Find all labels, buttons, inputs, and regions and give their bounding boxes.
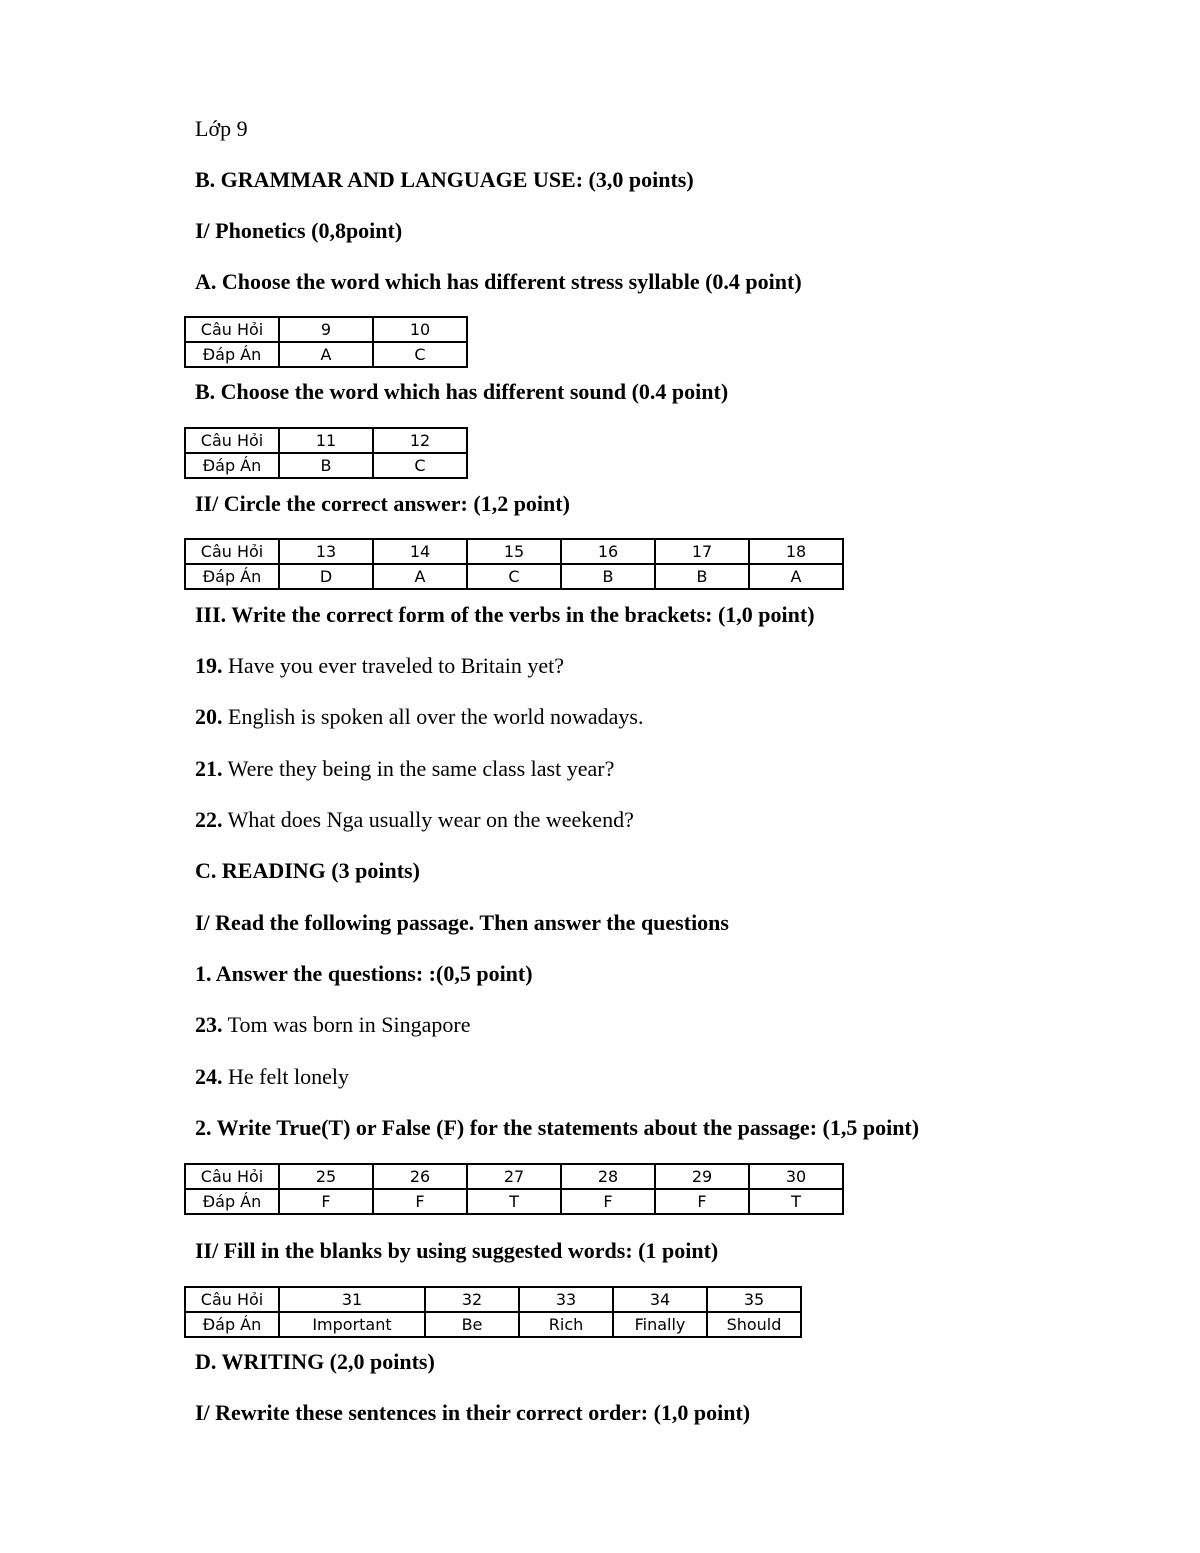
answer-cell: Be (425, 1312, 519, 1337)
table-row (185, 342, 467, 367)
question-number: 29 (655, 1164, 749, 1189)
question-number: 26 (373, 1164, 467, 1189)
question-number: 16 (561, 539, 655, 564)
item-text: He felt lonely (222, 1064, 349, 1089)
item-number: 19. (195, 653, 223, 678)
question-number: 12 (373, 428, 467, 453)
list-item (195, 756, 614, 782)
item-number: 22. (195, 807, 223, 832)
answer-cell: T (749, 1189, 843, 1214)
phonetics-title: I/ Phonetics (0,8point) (195, 218, 403, 243)
reading-part1-title: I/ Read the following passage. Then answer the questions (195, 910, 729, 935)
answer-cell: B (561, 564, 655, 589)
sound-answer-table (184, 427, 468, 479)
fill-blanks-title: II/ Fill in the blanks by using suggested words: (1 point) (195, 1238, 719, 1263)
circle-title: II/ Circle the correct answer: (1,2 point) (195, 491, 570, 516)
section-d-title: D. WRITING (2,0 points) (195, 1349, 435, 1374)
answer-cell: Should (707, 1312, 801, 1337)
answer-cell: F (279, 1189, 373, 1214)
answer-header: Đáp Án (185, 1189, 279, 1214)
table-row (185, 1189, 843, 1214)
item-text: Were they being in the same class last year? (222, 756, 615, 781)
answer-cell: F (655, 1189, 749, 1214)
table-row (185, 453, 467, 478)
table-row (185, 539, 843, 564)
answer-cell: Rich (519, 1312, 613, 1337)
question-number: 25 (279, 1164, 373, 1189)
question-number: 31 (279, 1287, 425, 1312)
question-number: 9 (279, 317, 373, 342)
question-number: 34 (613, 1287, 707, 1312)
answer-cell: T (467, 1189, 561, 1214)
answer-header: Đáp Án (185, 342, 279, 367)
answer-cell: F (373, 1189, 467, 1214)
table-row (185, 317, 467, 342)
answer-cell: Important (279, 1312, 425, 1337)
list-item (195, 807, 634, 833)
question-number: 18 (749, 539, 843, 564)
question-number: 27 (467, 1164, 561, 1189)
question-number: 33 (519, 1287, 613, 1312)
item-number: 20. (195, 704, 223, 729)
answer-header: Đáp Án (185, 453, 279, 478)
question-number: 32 (425, 1287, 519, 1312)
question-header: Câu Hỏi (185, 1164, 279, 1189)
item-text: Tom was born in Singapore (222, 1012, 471, 1037)
question-header: Câu Hỏi (185, 317, 279, 342)
list-item (195, 1064, 349, 1090)
stress-answer-table (184, 316, 468, 368)
stress-title: A. Choose the word which has different stress syllable (0.4 point) (195, 269, 802, 294)
answer-cell: A (749, 564, 843, 589)
true-false-title: 2. Write True(T) or False (F) for the statements about the passage: (1,5 point) (195, 1115, 920, 1140)
rewrite-title: I/ Rewrite these sentences in their correct order: (1,0 point) (195, 1400, 751, 1425)
table-row (185, 428, 467, 453)
verbs-title: III. Write the correct form of the verbs in the brackets: (1,0 point) (195, 602, 815, 627)
question-header: Câu Hỏi (185, 539, 279, 564)
answer-cell: B (279, 453, 373, 478)
table-row (185, 564, 843, 589)
answer-cell: A (279, 342, 373, 367)
section-b-title: B. GRAMMAR AND LANGUAGE USE: (3,0 points) (195, 167, 694, 192)
answer-cell: A (373, 564, 467, 589)
question-header: Câu Hỏi (185, 1287, 279, 1312)
true-false-answer-table (184, 1163, 844, 1215)
question-number: 11 (279, 428, 373, 453)
sound-title: B. Choose the word which has different sound (0.4 point) (195, 379, 729, 404)
item-text: Have you ever traveled to Britain yet? (222, 653, 564, 678)
fill-blanks-answer-table (184, 1286, 802, 1338)
item-text: What does Nga usually wear on the weekend? (222, 807, 634, 832)
answer-cell: B (655, 564, 749, 589)
answer-questions-title: 1. Answer the questions: :(0,5 point) (195, 961, 533, 986)
answer-header: Đáp Án (185, 564, 279, 589)
class-title: Lớp 9 (195, 116, 248, 141)
table-row (185, 1164, 843, 1189)
list-item (195, 704, 644, 730)
item-number: 24. (195, 1064, 223, 1089)
answer-header: Đáp Án (185, 1312, 279, 1337)
question-number: 10 (373, 317, 467, 342)
answer-cell: F (561, 1189, 655, 1214)
answer-cell: C (467, 564, 561, 589)
item-number: 23. (195, 1012, 223, 1037)
list-item (195, 653, 564, 679)
question-number: 17 (655, 539, 749, 564)
section-c-title: C. READING (3 points) (195, 858, 420, 883)
item-number: 21. (195, 756, 223, 781)
question-number: 35 (707, 1287, 801, 1312)
question-header: Câu Hỏi (185, 428, 279, 453)
question-number: 30 (749, 1164, 843, 1189)
list-item (195, 1012, 470, 1038)
table-row (185, 1312, 801, 1337)
question-number: 13 (279, 539, 373, 564)
item-text: English is spoken all over the world nowadays. (222, 704, 644, 729)
circle-answer-table (184, 538, 844, 590)
answer-cell: C (373, 453, 467, 478)
answer-cell: C (373, 342, 467, 367)
question-number: 14 (373, 539, 467, 564)
answer-cell: Finally (613, 1312, 707, 1337)
table-row (185, 1287, 801, 1312)
question-number: 15 (467, 539, 561, 564)
answer-cell: D (279, 564, 373, 589)
question-number: 28 (561, 1164, 655, 1189)
